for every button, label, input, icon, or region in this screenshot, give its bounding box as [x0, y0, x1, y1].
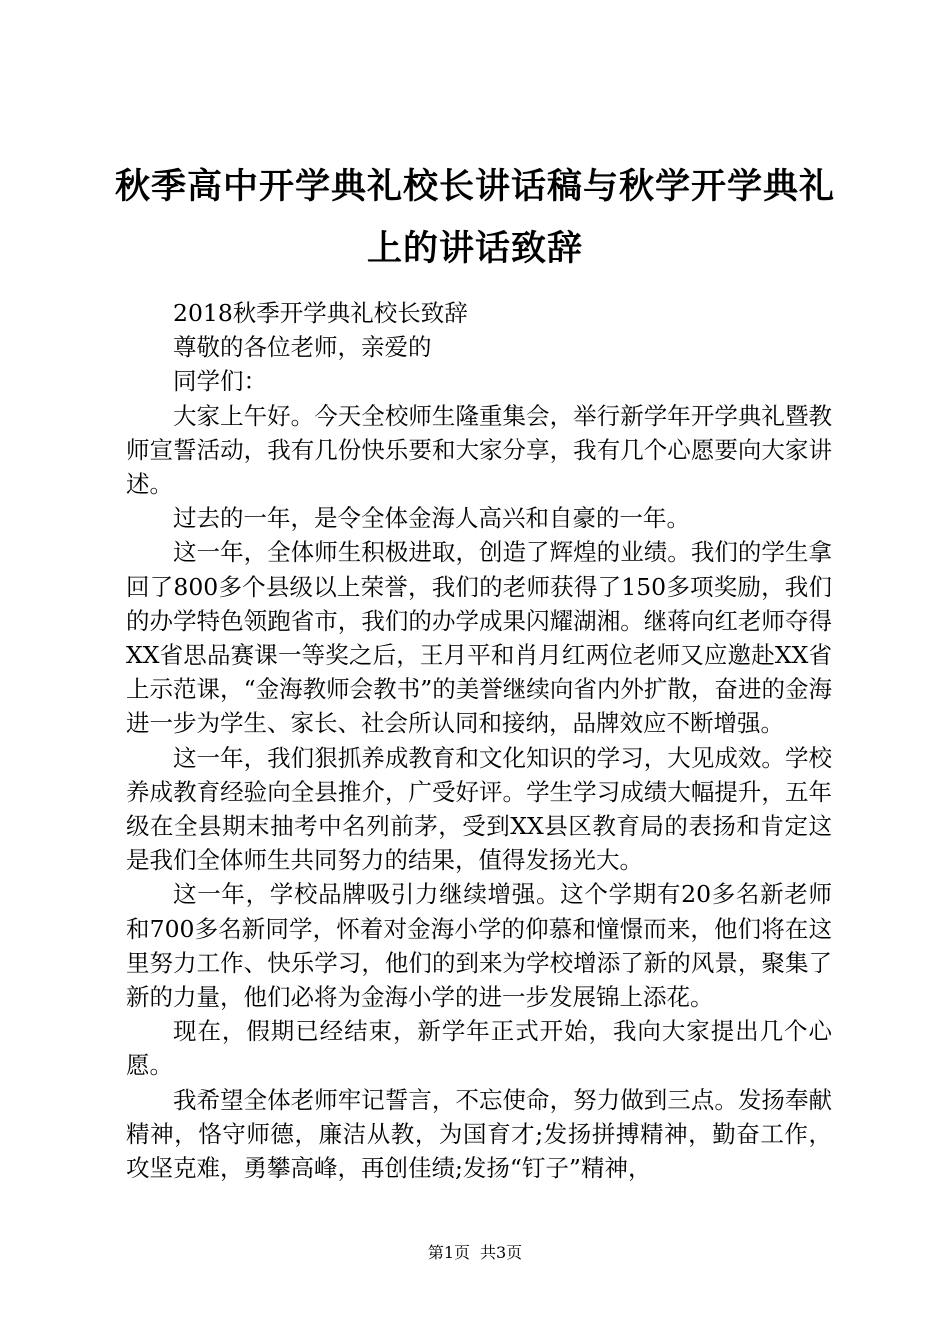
body-paragraph: 大家上午好。今天全校师生隆重集会，举行新学年开学典礼暨教师宣誓活动，我有几份快乐要和大家分享，我有几个心愿要向大家讲述。: [126, 401, 832, 499]
page-footer: [0, 1242, 950, 1264]
body-paragraph: 我希望全体老师牢记誓言，不忘使命，努力做到三点。发扬奉献精神，恪守师德，廉洁从教，为国育才;发扬拼搏精神，勤奋工作，攻坚克难，勇攀高峰，再创佳绩;发扬“钉子”精神，: [126, 1085, 832, 1183]
page-number: 第1页: [427, 1243, 470, 1262]
body-paragraph: 过去的一年，是令全体金海人高兴和自豪的一年。: [173, 504, 690, 533]
salutation-line: 同学们：: [173, 367, 267, 396]
body-paragraph: 这一年，全体师生积极进取，创造了辉煌的业绩。我们的学生拿回了800多个县级以上荣誉，我们的老师获得了150多项奖励，我们的办学特色领跑省市，我们的办学成果闪耀湖湘。继蒋向红老师夺得XX省思品赛课一等奖之后，王月平和肖月红两位老师又应邀赴XX省上示范课，“金海教师会教书”的美誉继续向省内外扩散，奋进的金海进一步为学生、家长、社会所认同和接纳，品牌效应不断增强。: [126, 538, 832, 738]
document-body: [126, 296, 832, 1185]
body-paragraph: 这一年，我们狠抓养成教育和文化知识的学习，大见成效。学校养成教育经验向全县推介，广受好评。学生学习成绩大幅提升，五年级在全县期末抽考中名列前茅，受到XX县区教育局的表扬和肯定这是我们全体师生共同努力的结果，值得发扬光大。: [126, 743, 832, 875]
document-title: [100, 156, 850, 280]
title-line-1: 秋季高中开学典礼校长讲话稿与秋学开学典礼: [114, 167, 835, 207]
body-paragraph: 这一年，学校品牌吸引力继续增强。这个学期有20多名新老师和700多名新同学，怀着对金海小学的仰慕和憧憬而来，他们将在这里努力工作、快乐学习，他们的到来为学校增添了新的风景，聚集了新的力量，他们必将为金海小学的进一步发展锦上添花。: [126, 880, 832, 1012]
salutation-line: 尊敬的各位老师，亲爱的: [173, 333, 432, 362]
page-total: 共3页: [480, 1243, 523, 1262]
subtitle-line: 2018秋季开学典礼校长致辞: [173, 299, 468, 327]
title-line-2: 上的讲话致辞: [366, 229, 583, 269]
body-paragraph: 现在，假期已经结束，新学年正式开始，我向大家提出几个心愿。: [126, 1017, 832, 1080]
